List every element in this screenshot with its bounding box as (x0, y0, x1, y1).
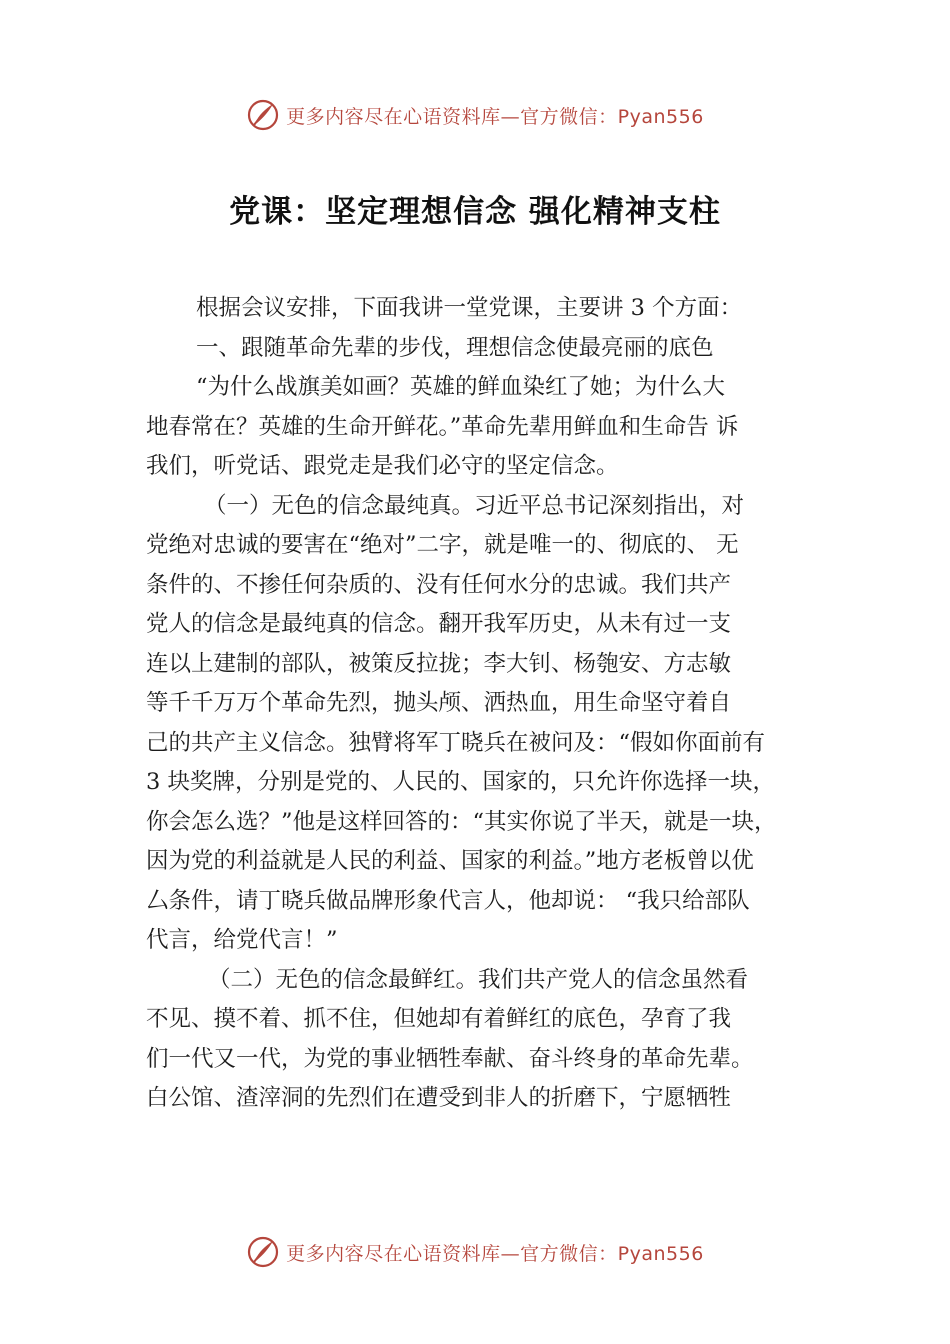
paragraph-line: 们一代又一代，为党的事业牺牲奉献、奋斗终身的革命先辈。 (146, 1045, 754, 1072)
watermark-text: 更多内容尽在心语资料库—官方微信：Pyan556 (286, 105, 704, 128)
paragraph-line: 你会怎么选？”他是这样回答的：“其实你说了半天，就是一块， (146, 808, 777, 835)
document-body (146, 289, 836, 1119)
paragraph-line: 党绝对忠诚的要害在“绝对”二字，就是唯一的、彻底的、 无 (146, 532, 739, 558)
quill-pen-icon (246, 98, 280, 132)
paragraph-line: 代言，给党代言！” (146, 927, 338, 953)
paragraph-line: 我们，听党话、跟党走是我们必守的坚定信念。 (146, 453, 619, 479)
paragraph-line: 白公馆、渣滓洞的先烈们在遭受到非人的折磨下，宁愿牺牲 (146, 1085, 732, 1111)
paragraph-line: 不见、摸不着、抓不住，但她却有着鲜红的底色，孕育了我 (146, 1006, 732, 1032)
paragraph-line: 因为党的利益就是人民的利益、国家的利益。”地方老板曾以优 (146, 848, 754, 874)
paragraph-line: 连以上建制的部队，被策反拉拢；李大钊、杨匏安、方志敏 (146, 650, 732, 677)
paragraph-line: 条件的、不掺任何杂质的、没有任何水分的忠诚。我们共产 (146, 571, 732, 598)
watermark-text: 更多内容尽在心语资料库—官方微信：Pyan556 (286, 1242, 704, 1265)
footer-watermark (0, 1232, 950, 1272)
paragraph-line: 厶条件，请丁晓兵做品牌形象代言人，他却说： “我只给部队 (146, 887, 750, 914)
quill-pen-icon (246, 1235, 280, 1269)
section-heading: 一、跟随革命先辈的步伐，理想信念使最亮丽的底色 (196, 334, 714, 361)
wechat-id: Pyan556 (617, 1242, 704, 1265)
paragraph-line: 地春常在？英雄的生命开鲜花。”革命先辈用鲜血和生命告 诉 (146, 413, 739, 440)
document-title: 党课：坚定理想信念 强化精神支柱 (229, 194, 721, 230)
paragraph-line: 等千千万万个革命先烈，抛头颅、洒热血，用生命坚守着自 (146, 690, 732, 716)
wechat-id: Pyan556 (617, 105, 704, 128)
paragraph-line: 己的共产主义信念。独臂将军丁晓兵在被问及：“假如你面前有 (146, 729, 766, 756)
paragraph-line: 根据会议安排，下面我讲一堂党课，主要讲 3 个方面： (196, 295, 743, 321)
subsection-heading: （二）无色的信念最鲜红。我们共产党人的信念虽然看 (208, 966, 749, 993)
header-watermark (0, 95, 950, 135)
subsection-heading: （一）无色的信念最纯真。习近平总书记深刻指出，对 (204, 492, 745, 519)
paragraph-line: 党人的信念是最纯真的信念。翻开我军历史，从未有过一支 (146, 611, 732, 637)
paragraph-line: “为什么战旗美如画？英雄的鲜血染红了她；为什么大 (196, 374, 726, 400)
paragraph-line: 3 块奖牌，分别是党的、人民的、国家的，只允许你选择一块， (146, 769, 775, 795)
